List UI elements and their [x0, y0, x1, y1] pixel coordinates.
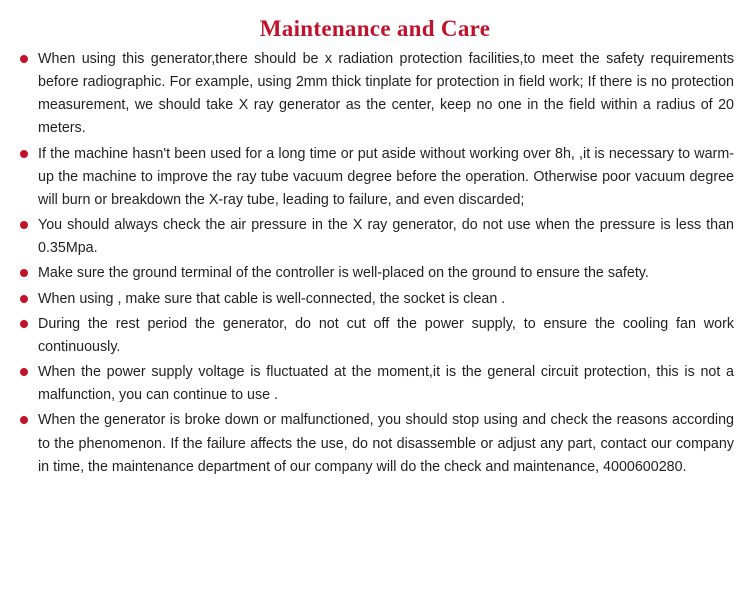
page-title: Maintenance and Care: [259, 16, 491, 41]
list-item-text: During the rest period the generator, do not cut off the power supply, to ensure the cooling fan work continuously.: [38, 315, 734, 355]
list-item: [18, 214, 734, 260]
bullet-icon: [20, 55, 28, 63]
list-item: [18, 313, 734, 359]
bullet-icon: [20, 150, 28, 158]
list-item: [18, 361, 734, 407]
list-item: [18, 409, 734, 478]
list-item: [18, 48, 734, 141]
list-item-text: If the machine hasn't been used for a long time or put aside without working over 8h, ,it is necessary to warm-up the machine to improve the ray tube vacuum degree before the operation. Otherwise poor vacuum degree will burn or breakdown the X-ray tube, leading to failure, and even discarded;: [38, 145, 734, 208]
list-item: [18, 288, 734, 311]
list-item-text: You should always check the air pressure in the X ray generator, do not use when the pressure is less than 0.35Mpa.: [38, 217, 734, 257]
list-item: [18, 143, 734, 212]
list-item: [18, 262, 734, 285]
list-item-text: When the generator is broke down or malfunctioned, you should stop using and check the reasons according to the phenomenon. If the failure affects the use, do not disassemble or adjust any part, contact our company in time, the maintenance department of our company will do the check and maintenance, 4000600280.: [38, 412, 734, 475]
bullet-icon: [20, 416, 28, 424]
list-item-text: When the power supply voltage is fluctuated at the moment,it is the general circuit protection, this is not a malfunction, you can continue to use .: [38, 364, 734, 404]
list-item-text: When using this generator,there should be x radiation protection facilities,to meet the safety requirements before radiographic. For example, using 2mm thick tinplate for protection in field work; If there is no protection measurement, we should take X ray generator as the center, keep no one in the field within a radius of 20 meters.: [38, 51, 734, 137]
bullet-icon: [20, 269, 28, 277]
maintenance-list: [0, 48, 750, 479]
bullet-icon: [20, 295, 28, 303]
bullet-icon: [20, 320, 28, 328]
bullet-icon: [20, 221, 28, 229]
bullet-icon: [20, 368, 28, 376]
list-item-text: When using , make sure that cable is well-connected, the socket is clean .: [38, 290, 506, 307]
list-item-text: Make sure the ground terminal of the controller is well-placed on the ground to ensure the safety.: [38, 265, 649, 282]
